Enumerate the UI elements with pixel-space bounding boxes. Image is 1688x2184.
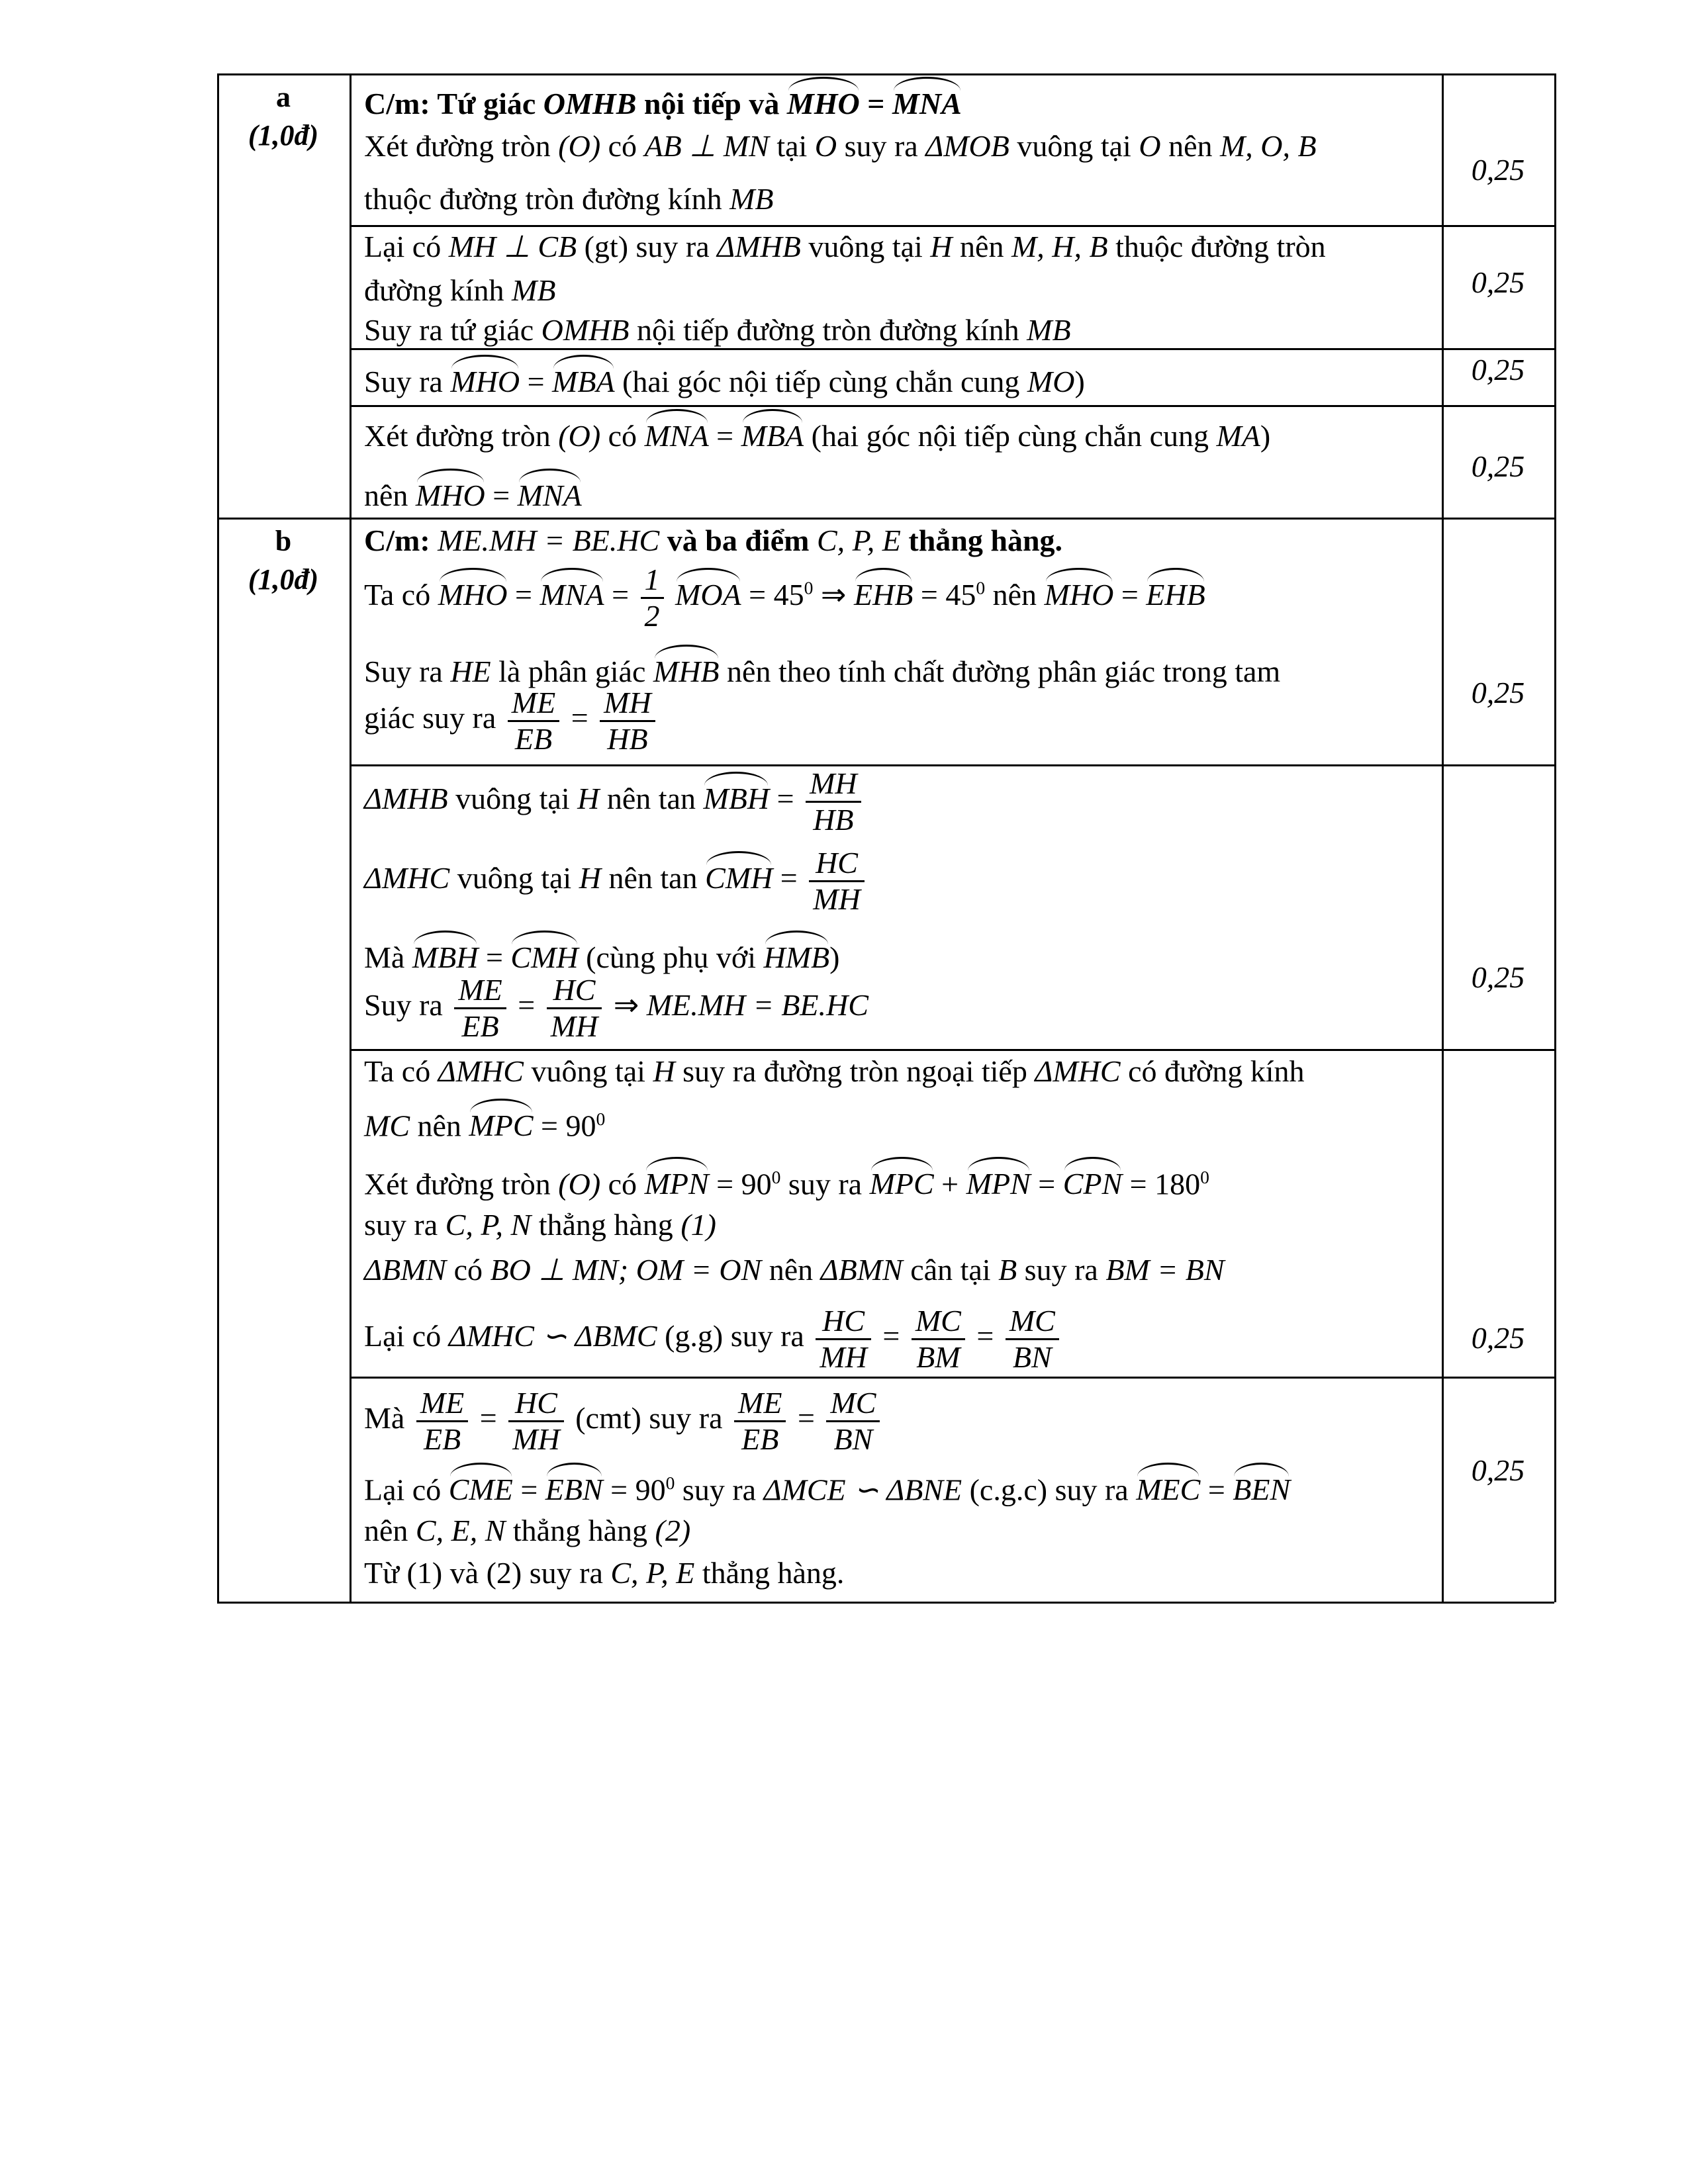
part-a-claim: C/m: Tứ giác OMHB nội tiếp và MHO = MNA xyxy=(364,79,962,124)
part-a-label xyxy=(218,78,348,155)
table-part-divider xyxy=(217,518,1554,520)
part-letter: b xyxy=(275,525,292,557)
part-b-step: Lại có ΔMHC ∽ ΔBMC (g.g) suy ra $\frac{HC}{MH}$ = $\frac{MC}{BM}$ = $\frac{MC}{BN}$ xyxy=(364,1304,1063,1375)
score-cell: 0,25 xyxy=(1471,449,1525,483)
part-b-step: giác suy ra $\frac{ME}{EB}$ = $\frac{MH}{HB}$ xyxy=(364,686,659,756)
table-border-left xyxy=(217,73,219,1602)
score-cell: 0,25 xyxy=(1471,960,1525,994)
part-a-step: nên MHO = MNA xyxy=(364,471,582,516)
score-cell: 0,25 xyxy=(1471,153,1525,187)
table-border-bottom xyxy=(217,1602,1554,1604)
part-a-step: đường kính MB xyxy=(364,273,556,307)
part-b-step: Lại có CME = EBN = $90^0$ suy ra ΔMCE ∽ ΔBNE (c.g.c) suy ra MEC = BEN xyxy=(364,1463,1290,1510)
score-cell: 0,25 xyxy=(1471,676,1525,709)
table-border-top xyxy=(217,73,1554,75)
part-a-step: thuộc đường tròn đường kính MB xyxy=(364,182,774,216)
table-column-divider xyxy=(350,73,352,1602)
part-letter: a xyxy=(276,81,291,113)
part-b-step: Suy ra HE là phân giác MHB nên theo tính chất đường phân giác trong tam xyxy=(364,647,1280,692)
part-b-label xyxy=(218,522,348,599)
table-row-divider xyxy=(350,1377,1554,1379)
part-b-conclusion: Từ (1) và (2) suy ra C, P, E thẳng hàng. xyxy=(364,1556,845,1590)
part-b-step: suy ra C, P, N thẳng hàng (1) xyxy=(364,1208,716,1242)
part-a-step: Xét đường tròn (O) có MNA = MBA (hai góc nội tiếp cùng chắn cung MA) xyxy=(364,412,1270,457)
part-b-step: nên C, E, N thẳng hàng (2) xyxy=(364,1514,691,1547)
part-a-step: Xét đường tròn (O) có AB ⊥ MN tại O suy ra ΔMOB vuông tại O nên M, O, B xyxy=(364,129,1317,163)
table-row-divider xyxy=(350,405,1554,407)
part-b-step: Ta có MHO = MNA = $\frac{1}{2}$ MOA = $45^0$ ⇒ EHB = $45^0$ nên MHO = EHB xyxy=(364,563,1205,633)
part-b-step: ΔMHC vuông tại H nên tan CMH = $\frac{HC}{MH}$ xyxy=(364,846,868,917)
part-a-step: Suy ra MHO = MBA (hai góc nội tiếp cùng chắn cung MO) xyxy=(364,357,1085,402)
part-points: (1,0đ) xyxy=(248,563,319,596)
score-cell: 0,25 xyxy=(1471,353,1525,387)
part-b-step: Mà $\frac{ME}{EB}$ = $\frac{HC}{MH}$ (cmt) suy ra $\frac{ME}{EB}$ = $\frac{MC}{BN}$ xyxy=(364,1386,884,1457)
score-cell: 0,25 xyxy=(1471,1453,1525,1487)
part-b-step: Xét đường tròn (O) có MPN = $90^0$ suy ra MPC + MPN = CPN = $180^0$ xyxy=(364,1157,1209,1205)
part-b-step: Suy ra $\frac{ME}{EB}$ = $\frac{HC}{MH}$ ⇒ ME.MH = BE.HC xyxy=(364,973,868,1043)
part-b-step: Mà MBH = CMH (cùng phụ với HMB) xyxy=(364,933,839,978)
part-b-step: Ta có ΔMHC vuông tại H suy ra đường tròn ngoại tiếp ΔMHC có đường kính xyxy=(364,1054,1305,1088)
part-b-step: ΔMHB vuông tại H nên tan MBH = $\frac{MH}{HB}$ xyxy=(364,766,865,837)
part-a-step: Suy ra tứ giác OMHB nội tiếp đường tròn đường kính MB xyxy=(364,313,1071,347)
table-border-right xyxy=(1554,73,1556,1602)
part-a-step: Lại có MH ⊥ CB (gt) suy ra ΔMHB vuông tại H nên M, H, B thuộc đường tròn xyxy=(364,230,1326,263)
part-points: (1,0đ) xyxy=(248,119,319,152)
table-column-divider xyxy=(1442,73,1444,1602)
score-cell: 0,25 xyxy=(1471,1321,1525,1355)
part-b-claim: C/m: ME.MH = BE.HC và ba điểm C, P, E thẳng hàng. xyxy=(364,523,1063,557)
score-cell: 0,25 xyxy=(1471,265,1525,299)
part-b-step: ΔBMN có BO ⊥ MN; OM = ON nên ΔBMN cân tại B suy ra BM = BN xyxy=(364,1253,1225,1287)
part-b-step: MC nên MPC = $90^0$ xyxy=(364,1099,605,1146)
